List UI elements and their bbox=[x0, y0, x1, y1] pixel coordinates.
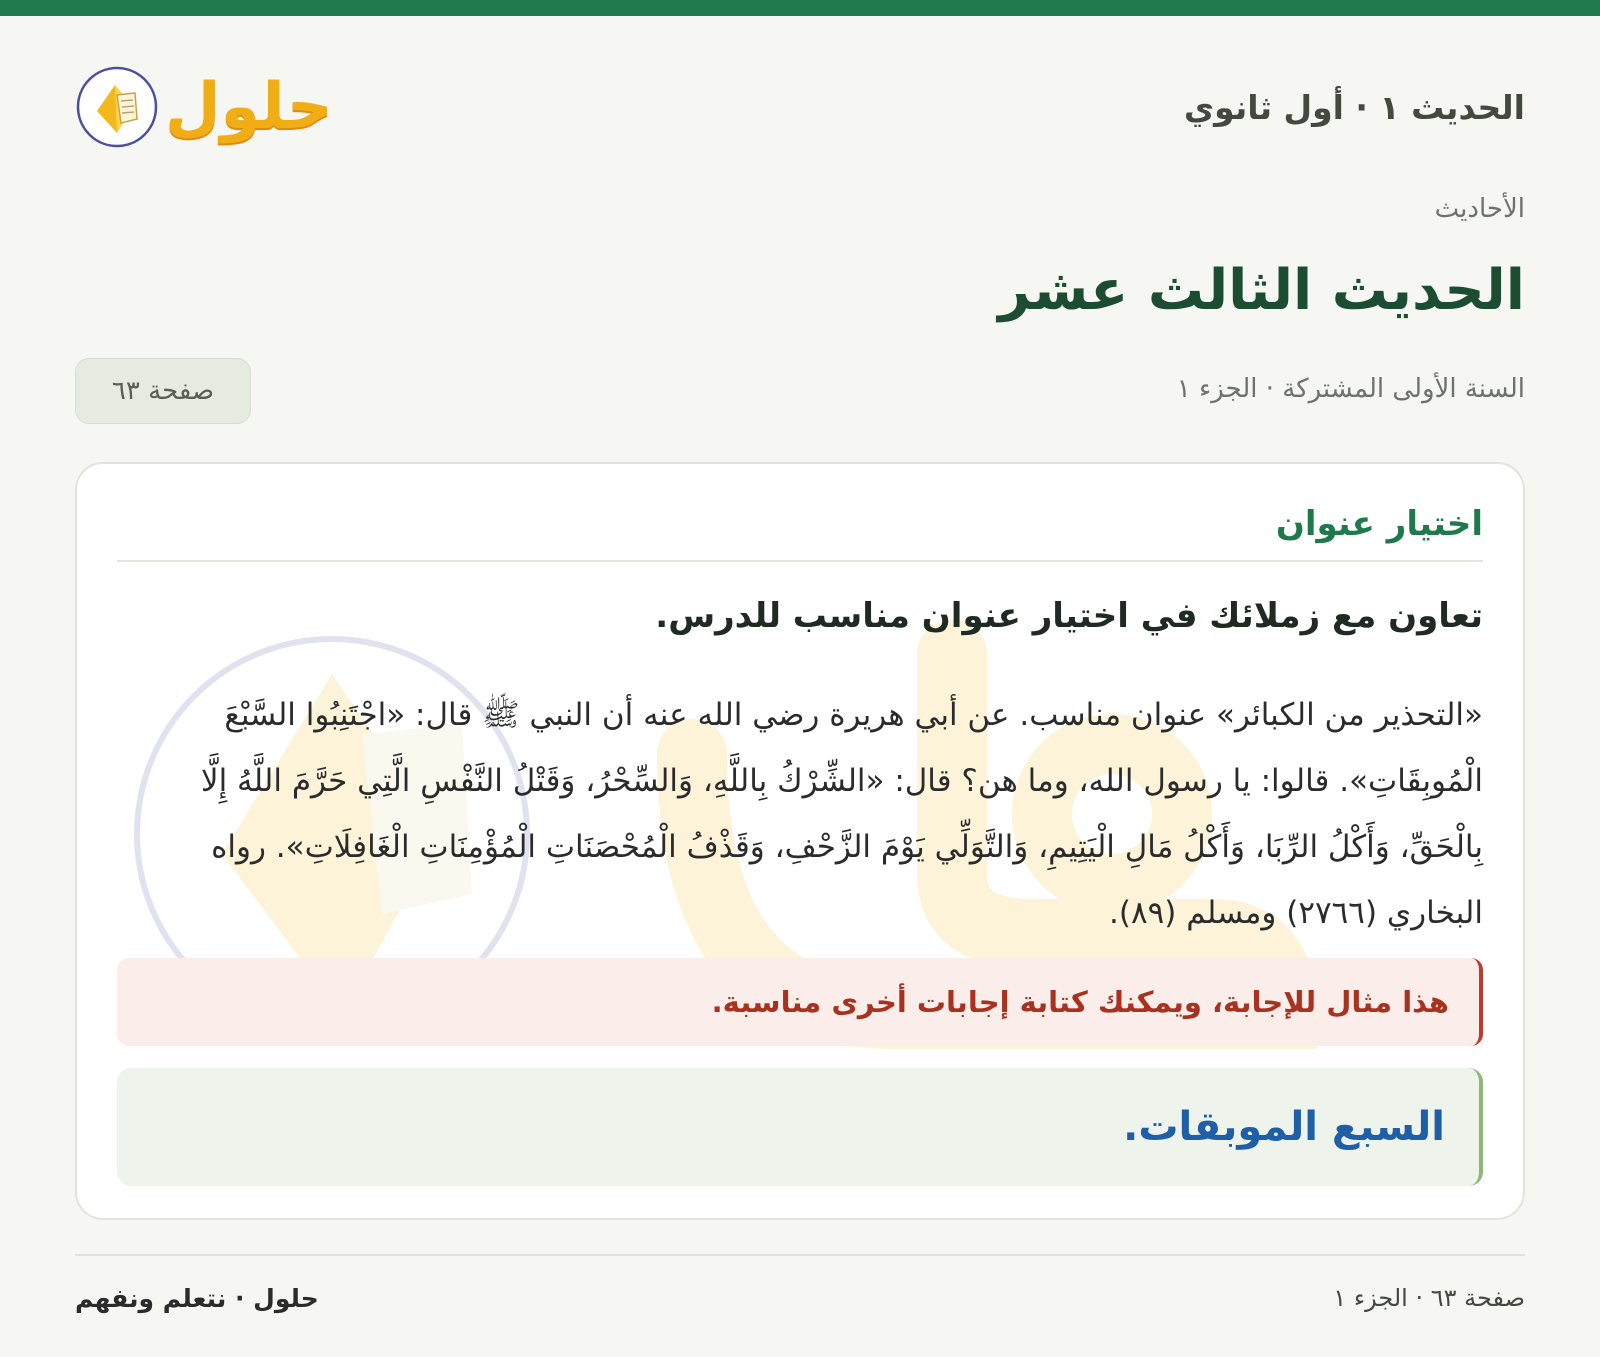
card-question: تعاون مع زملائك في اختيار عنوان مناسب للدرس. bbox=[655, 596, 1483, 636]
logo[interactable] bbox=[75, 65, 333, 149]
footer-divider bbox=[75, 1254, 1525, 1256]
card-divider bbox=[117, 560, 1483, 562]
logo-text: حلول bbox=[165, 70, 333, 144]
header bbox=[75, 52, 1525, 162]
header-title: الحديث ١ · أول ثانوي bbox=[1183, 87, 1525, 127]
section-label[interactable]: الأحاديث bbox=[1434, 194, 1525, 224]
card-title: اختيار عنوان bbox=[1275, 504, 1483, 544]
content-card bbox=[75, 462, 1525, 1220]
meta-line: السنة الأولى المشتركة · الجزء ١ bbox=[1176, 374, 1525, 404]
answer-note: هذا مثال للإجابة، ويمكنك كتابة إجابات أخرى مناسبة. bbox=[117, 958, 1483, 1046]
footer-brand[interactable]: حلول · نتعلم ونفهم bbox=[75, 1284, 319, 1313]
page-badge: صفحة ٦٣ bbox=[75, 358, 251, 424]
page-title: الحديث الثالث عشر bbox=[998, 258, 1525, 323]
top-accent-bar bbox=[0, 0, 1600, 16]
logo-book-icon bbox=[75, 65, 159, 149]
answer-box: السبع الموبقات. bbox=[117, 1068, 1483, 1186]
hadith-text: «التحذير من الكبائر» عنوان مناسب. عن أبي هريرة رضي الله عنه أن النبي ﷺ قال: «اجْتَنِبُوا السَّبْعَ الْمُوبِقَاتِ». قالوا: يا رسول الله، وما هن؟ قال: «الشِّرْكُ بِاللَّهِ، وَالسِّحْرُ، وَقَتْلُ النَّفْسِ الَّتِي حَرَّمَ اللَّهُ إِلَّا بِالْحَقِّ، وَأَكْلُ الرِّبَا، وَأَكْلُ مَالِ الْيَتِيمِ، وَالتَّوَلِّي يَوْمَ الزَّحْفِ، وَقَذْفُ الْمُحْصَنَاتِ الْمُؤْمِنَاتِ الْغَافِلَاتِ». رواه البخاري (٢٧٦٦) ومسلم (٨٩). bbox=[200, 697, 1483, 931]
footer-page-info: صفحة ٦٣ · الجزء ١ bbox=[1333, 1284, 1525, 1312]
